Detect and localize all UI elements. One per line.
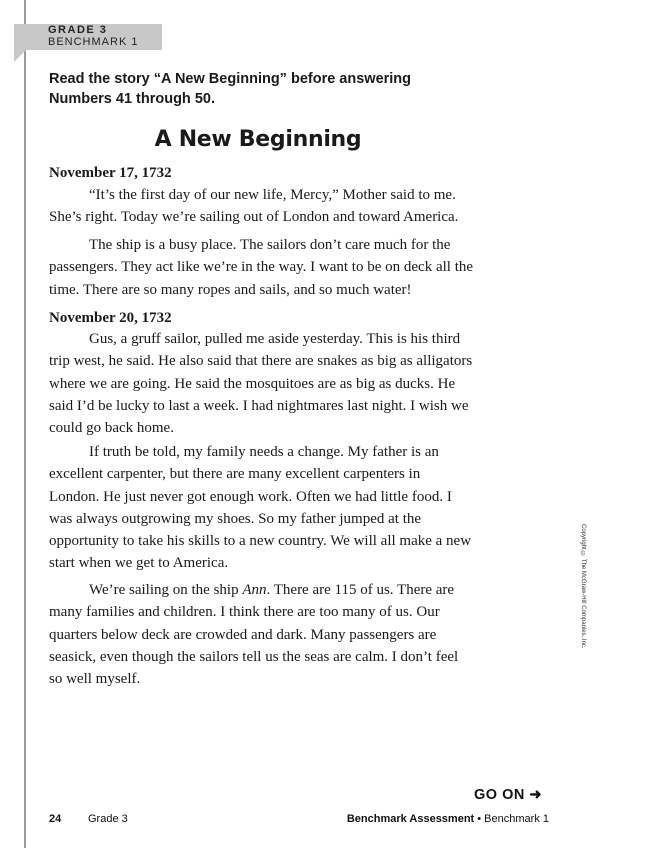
- tab-notch: [14, 50, 26, 62]
- instructions: [49, 69, 469, 109]
- page-number: 24: [49, 813, 62, 825]
- paragraph-2: The ship is a busy place. The sailors don’t care much for the passengers. They act like we’re in the way. I want to be on deck all the time. There are so many ropes and sails, and so much water!: [49, 237, 474, 298]
- paragraph-3: Gus, a gruff sailor, pulled me aside yesterday. This is his third trip west, he said. He also said that there are snakes as big as alligators where we are going. He said the mosquitoes are as big as ducks. He said I’d be lucky to last a week. I had nightmares last night. I wish we could go back home.: [49, 331, 473, 437]
- assessment-title: Benchmark Assessment: [346, 813, 475, 825]
- story-title: A New Beginning: [154, 127, 362, 152]
- entry-date-2: November 20, 1732: [49, 310, 172, 326]
- go-on-label: GO ON ➜: [474, 787, 543, 803]
- paragraph-5-start: We’re sailing on the ship: [89, 582, 243, 598]
- paragraph-4: If truth be told, my family needs a change. My father is an excellent carpenter, but there are many excellent carpenters in London. He just never got enough work. Often we had little food. I was always outgrowing my shoes. So my father jumped at the opportunity to take his skills to a new country. We will all make a new start when we get to America.: [49, 444, 472, 572]
- instructions-line-1: Read the story “A New Beginning” before answering: [49, 71, 412, 87]
- footer-grade: Grade 3: [88, 813, 128, 825]
- instructions-line-2: Numbers 41 through 50.: [49, 91, 215, 107]
- paragraph-1: “It’s the first day of our new life, Mercy,” Mother said to me. She’s right. Today we’re sailing out of London and toward America.: [49, 187, 459, 226]
- footer-assessment: [347, 813, 549, 825]
- assessment-benchmark: • Benchmark 1: [474, 813, 549, 825]
- entry-date-1: November 17, 1732: [49, 165, 172, 181]
- copyright-notice: Copyright © The McGraw-Hill Companies, Inc.: [580, 524, 586, 649]
- paragraph-5: [49, 579, 474, 690]
- ship-name: Ann: [242, 582, 267, 598]
- paragraph-5-rest: . There are 115 of us. There are many families and children. I think there are too many of us. Our quarters below deck are crowded and dark. Many passengers are seasick, even though the sailors tell us the seas are calm. I don’t feel so well myself.: [49, 582, 459, 688]
- grade-tab: [14, 24, 162, 50]
- benchmark-label: BENCHMARK 1: [48, 36, 139, 48]
- grade-label: GRADE 3: [48, 24, 108, 36]
